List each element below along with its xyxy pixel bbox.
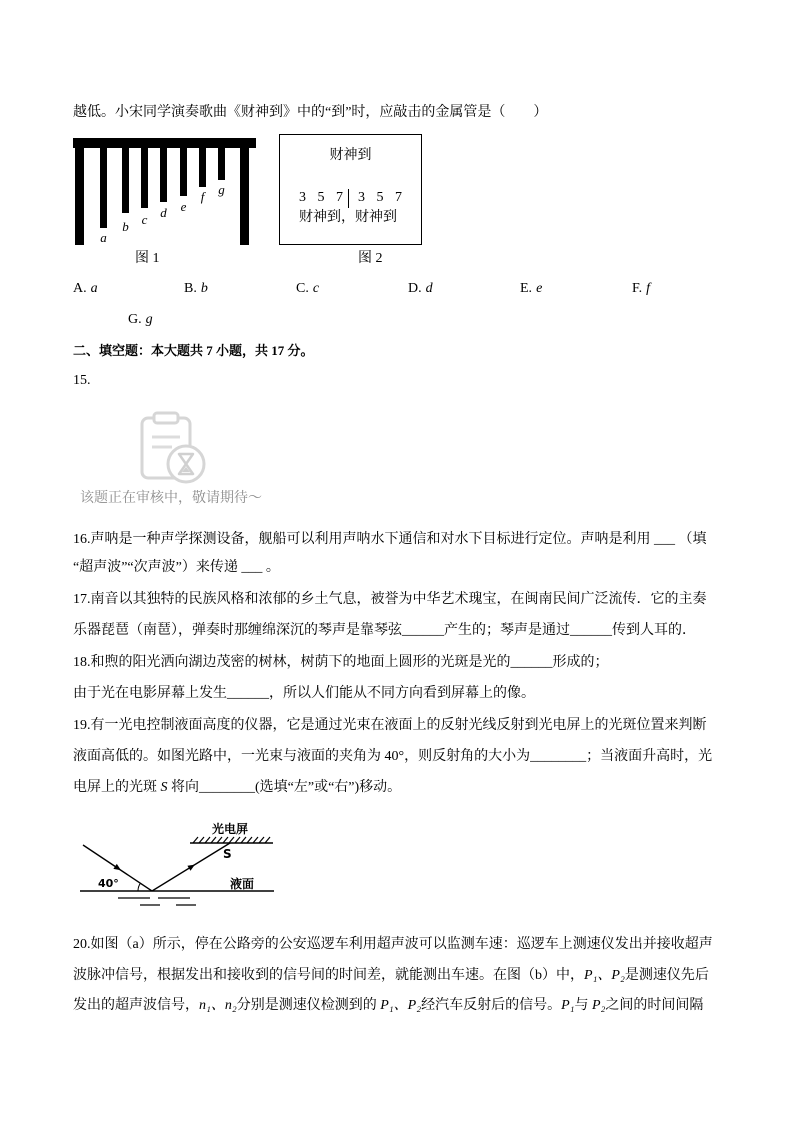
option-key: B. (184, 281, 197, 296)
liquid-surface-label: 液面 (230, 877, 255, 891)
q20-line (73, 996, 703, 1016)
q15-pending-notice: 该题正在审核中，敬请期待～ (80, 491, 262, 506)
tube-label: g (218, 182, 225, 197)
clipboard-hourglass-icon (138, 410, 210, 486)
q19-light-path-figure (78, 818, 278, 910)
spot-label: S (223, 847, 232, 861)
frame-right-leg (240, 138, 249, 245)
option-value: e (536, 281, 543, 296)
option-value: c (312, 281, 320, 296)
tube-label: c (141, 212, 148, 227)
spot-symbol: S (160, 780, 168, 795)
reflected-arrow (187, 865, 195, 871)
incident-arrow (113, 864, 121, 870)
text-segment: 电屏上的光斑 (73, 780, 161, 795)
signal-symbol: P₁、P₂ (380, 998, 422, 1013)
q16-line: 16.声呐是一种声学探测设备，舰船可以利用声呐水下通信和对水下目标进行定位。声呐是利用 ___ （填 (73, 532, 707, 547)
text-segment: 发出的超声波信号， (73, 998, 199, 1013)
q17-line: 17.南音以其独特的民族风格和浓郁的乡土气息，被誉为中华艺术瑰宝，在闽南民间广泛流传．它的主奏 (73, 592, 707, 607)
option-value: d (425, 281, 433, 296)
angle-label: 40° (98, 877, 119, 890)
text-segment: 分别是测速仪检测到的 (236, 998, 381, 1013)
water-lines (118, 898, 196, 905)
option-key: E. (520, 281, 533, 296)
option-key: C. (296, 281, 309, 296)
score-lyrics: 财神到，财神到 (299, 210, 397, 225)
text-segment: 与 (574, 998, 592, 1013)
signal-symbol: n₁、n₂ (199, 998, 237, 1013)
tube-e (180, 148, 187, 196)
option-c (296, 279, 319, 299)
text-segment: 将向________(选填“左”或“右”)移动。 (167, 780, 402, 795)
tube-d (160, 148, 167, 202)
tube-b (122, 148, 129, 213)
tube-label: a (100, 230, 107, 245)
q15-number: 15. (73, 373, 91, 388)
text-segment: 是测速仪先后 (624, 968, 709, 983)
text-segment: 之间的时间间隔 (605, 998, 704, 1013)
score-notes-before-bar: 3 5 7 (299, 190, 347, 205)
figure1-tube-chime (72, 135, 259, 248)
angle-arc (138, 883, 140, 891)
signal-symbol: P₁、P₂ (584, 968, 625, 983)
q20-line (73, 966, 709, 986)
option-value: a (90, 281, 98, 296)
option-key: D. (408, 281, 422, 296)
q14-stem-tail: 越低。小宋同学演奏歌曲《财神到》中的“到”时，应敲击的金属管是（ ） (73, 105, 548, 120)
option-value: f (646, 281, 651, 296)
option-value: b (200, 281, 208, 296)
option-d (408, 279, 433, 299)
tube-label: d (160, 205, 167, 220)
frame-left-leg (75, 138, 84, 245)
photo-screen-hatch (193, 837, 270, 843)
option-key: A. (73, 281, 87, 296)
option-e (520, 279, 542, 299)
text-segment: 经汽车反射后的信号。 (421, 998, 562, 1013)
q20-line: 20.如图（a）所示，停在公路旁的公安巡逻车利用超声波可以监测车速：巡逻车上测速仪发出并接收超声 (73, 937, 713, 952)
frame-top-bar (73, 138, 256, 148)
q17-line: 乐器琵琶（南琶），弹奏时那缠绵深沉的琴声是靠琴弦______产生的；琴声是通过______传到人耳的． (73, 623, 696, 638)
tube-c (141, 148, 148, 208)
q16-line: “超声波”“次声波”）来传递 ___ 。 (73, 560, 280, 575)
option-f (632, 279, 650, 299)
tube-g (218, 148, 225, 180)
tube-label: f (200, 189, 205, 204)
option-b (184, 279, 208, 299)
q19-line: 液面高低的。如图光路中，一光束与液面的夹角为 40°，则反射角的大小为________；当液面升高时，光 (73, 749, 713, 764)
score-bar-line (348, 189, 349, 208)
signal-symbol: P₁ (561, 998, 575, 1013)
q18-line: 18.和煦的阳光洒向湖边茂密的树林，树荫下的地面上圆形的光斑是光的______形成的； (73, 655, 609, 670)
option-a (73, 279, 98, 299)
figure2-caption: 图 2 (358, 251, 383, 266)
option-value: g (145, 312, 153, 327)
section2-heading: 二、填空题：本大题共 7 小题，共 17 分。 (73, 343, 314, 358)
photo-screen-label: 光电屏 (212, 822, 249, 836)
option-g (128, 310, 153, 330)
figure2-score-box (279, 134, 422, 245)
text-segment: 波脉冲信号，根据发出和接收到的信号间的时间差，就能测出车速。在图（b）中， (73, 968, 584, 983)
tube-a (100, 148, 107, 228)
q18-line: 由于光在电影屏幕上发生______，所以人们能从不同方向看到屏幕上的像。 (73, 686, 535, 701)
signal-symbol: P₂ (592, 998, 606, 1013)
figure1-caption: 图 1 (135, 251, 160, 266)
tube-label: b (122, 219, 129, 234)
q19-line (73, 778, 401, 798)
tube-f (199, 148, 206, 187)
tube-label: e (180, 199, 187, 214)
score-title: 财神到 (329, 148, 372, 163)
option-key: F. (632, 281, 643, 296)
q19-line: 19.有一光电控制液面高度的仪器，它是通过光束在液面上的反射光线反射到光电屏上的光斑位置来判断 (73, 718, 707, 733)
score-notes-after-bar: 3 5 7 (358, 190, 406, 205)
option-key: G. (128, 312, 142, 327)
